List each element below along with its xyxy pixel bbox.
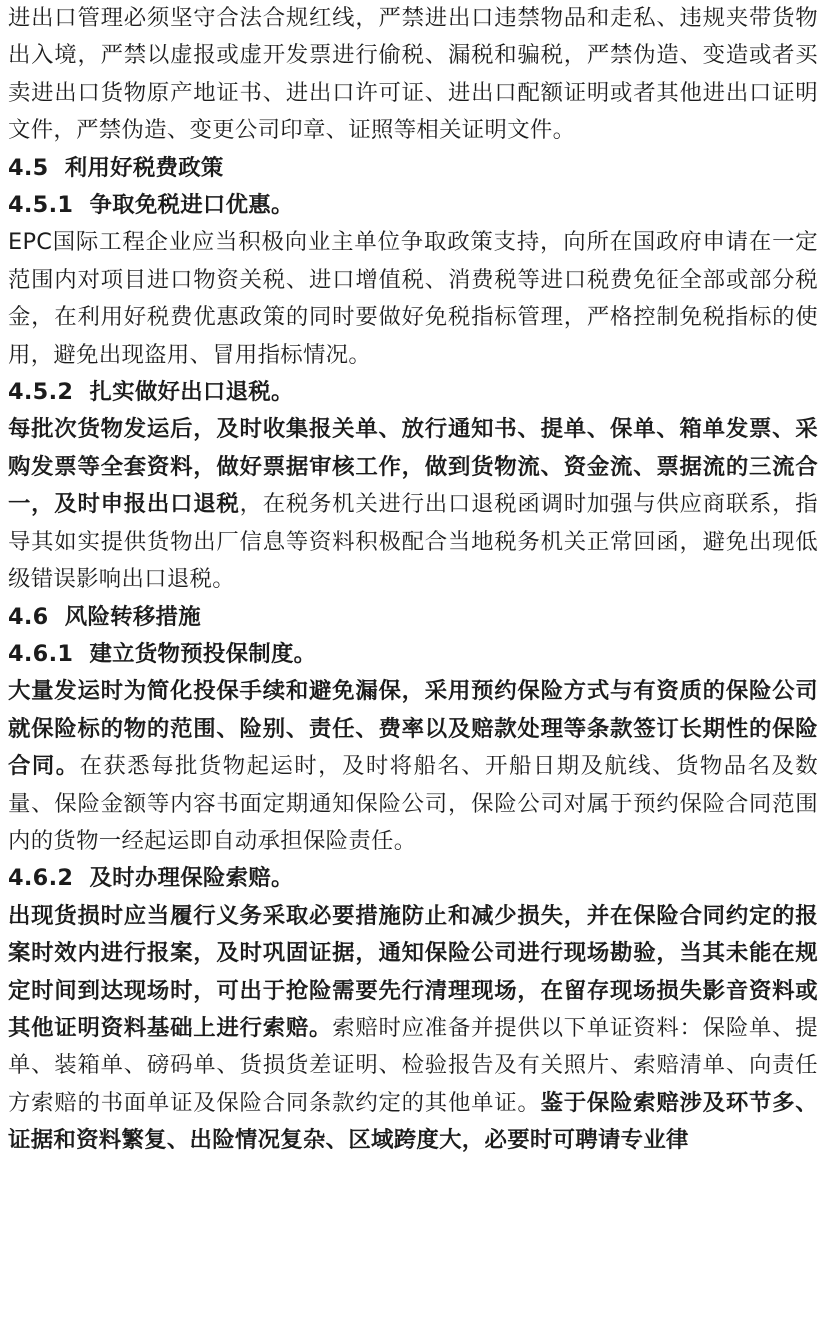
- bold-text-run: 每批次货物发运后，及时收集报关单、放行通知书、提单、保单、箱单发票、采购发票等全套资料，做好票据审核工作，做到货物流、资金流、票据流的三流合一，及时申报出口退税: [8, 416, 818, 518]
- subsection-heading-4-5-2: 4.5.2 扎实做好出口退税。: [8, 379, 294, 406]
- text-run: 在获悉每批货物起运时，及时将船名、开船日期及航线、货物品名及数量、保险金额等内容书面定期通知保险公司，保险公司对属于预约保险合同范围内的货物一经起运即自动承担保险责任。: [8, 753, 818, 854]
- text-run: 进出口管理必须坚守合法合规红线，严禁进出口违禁物品和走私、违规夹带货物出入境，严禁以虚报或虚开发票进行偷税、漏税和骗税，严禁伪造、变造或者买卖进出口货物原产地证书、进出口许可证、进出口配额证明或者其他进出口证明文件，严禁伪造、变更公司印章、证照等相关证明文件。: [8, 5, 818, 144]
- subsection-heading-4-5-1: 4.5.1 争取免税进口优惠。: [8, 192, 294, 219]
- paragraph-tax-exemption: [8, 224, 818, 374]
- text-run: EPC国际工程企业应当积极向业主单位争取政策支持，向所在国政府申请在一定范围内对项目进口物资关税、进口增值税、消费税等进口税费免征全部或部分税金，在利用好税费优惠政策的同时要做好免税指标管理，严格控制免税指标的使用，避免出现盗用、冒用指标情况。: [8, 229, 818, 368]
- paragraph-pre-insurance: [8, 673, 818, 860]
- text-run: ，在税务机关进行出口退税函调时加强与供应商联系，指导其如实提供货物出厂信息等资料积极配合当地税务机关正常回函，避免出现低级错误影响出口退税。: [8, 491, 819, 593]
- paragraph-export-rebate: [8, 411, 818, 598]
- text-run: 索赔时应准备并提供以下单证资料：保险单、提单、装箱单、磅码单、货损货差证明、检验报告及有关照片、索赔清单、向责任方索赔的书面单证及保险合同条款约定的其他单证。: [8, 1014, 818, 1116]
- bold-text-run: 出现货损时应当履行义务采取必要措施防止和减少损失，并在保险合同约定的报案时效内进行报案，及时巩固证据，通知保险公司进行现场勘验，当其未能在规定时间到达现场时，可出于抢险需要先行清理现场，在留存现场损失影音资料或其他证明资料基础上进行索赔。: [8, 902, 818, 1041]
- subsection-heading-4-6-2: 4.6.2 及时办理保险索赔。: [8, 865, 294, 892]
- paragraph-insurance-claim: [8, 898, 818, 1160]
- paragraph-compliance: [8, 0, 818, 150]
- section-heading-4-5: 4.5 利用好税费政策: [8, 154, 224, 181]
- bold-text-run: 大量发运时为简化投保手续和避免漏保，采用预约保险方式与有资质的保险公司就保险标的物的范围、险别、责任、费率以及赔款处理等条款签订长期性的保险合同。: [8, 678, 818, 780]
- bold-text-run: 鉴于保险索赔涉及环节多、证据和资料繁复、出险情况复杂、区域跨度大，必要时可聘请专业律: [8, 1089, 818, 1154]
- section-heading-4-6: 4.6 风险转移措施: [8, 603, 201, 630]
- subsection-heading-4-6-1: 4.6.1 建立货物预投保制度。: [8, 640, 317, 667]
